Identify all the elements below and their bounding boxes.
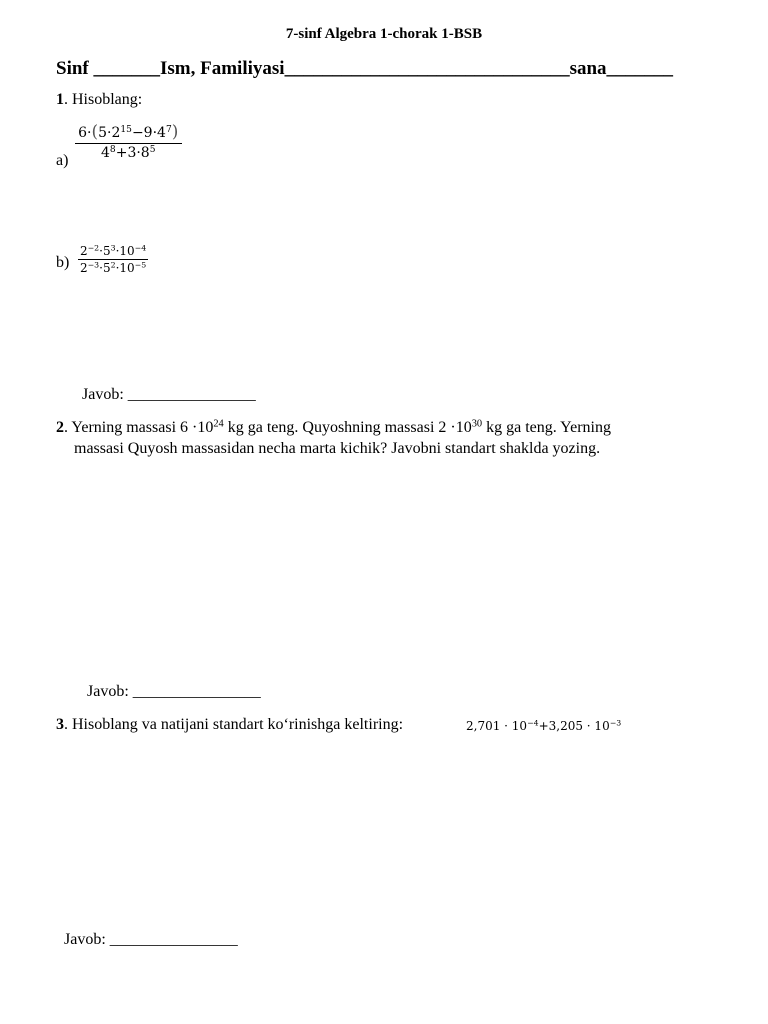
- answer-blank[interactable]: ________________: [132, 683, 261, 700]
- question-1a-label: a): [56, 152, 69, 169]
- question-1-number: 1: [56, 91, 64, 108]
- answer-label: Javob:: [64, 931, 106, 948]
- question-1b-fraction: [78, 244, 148, 275]
- date-label: sana: [569, 58, 607, 79]
- question-3-expression: $2,701 \cdot 10^{-4}+3,205 \cdot 10^{-3}$: [466, 718, 622, 733]
- class-label: Sinf: [56, 58, 89, 79]
- question-2-text: 2. Yerning massasi $6 \cdot 10^{24}$ kg ga teng. Quyoshning massasi $2 \cdot 10^{30}$ kg ga teng. Yerning massasi Quyosh massasidan necha marta kichik? Javobni standart shaklda yozing.: [56, 417, 716, 459]
- answer-label: Javob:: [87, 683, 129, 700]
- question-3-text: 3. Hisoblang va natijani standart ko‘rinishga keltiring:: [56, 716, 404, 733]
- answer-blank[interactable]: ________________: [127, 386, 256, 403]
- question-3-number: 3: [56, 716, 64, 733]
- answer-blank[interactable]: ________________: [109, 931, 238, 948]
- question-1a-fraction: [75, 122, 182, 161]
- question-1a-denominator: $4^8+3\cdot 8^5$: [75, 143, 182, 161]
- name-label: Ism, Familiyasi: [160, 58, 285, 79]
- question-1b-numerator: $2^{-2}\cdot 5^3\cdot 10^{-4}$: [80, 243, 147, 258]
- worksheet-title: 7-sinf Algebra 1-chorak 1-BSB: [285, 26, 483, 42]
- question-2-answer: [87, 683, 261, 701]
- class-blank[interactable]: _______: [93, 58, 160, 79]
- question-1b-denominator: $2^{-3}\cdot 5^2\cdot 10^{-5}$: [80, 260, 147, 275]
- date-blank[interactable]: _______: [606, 58, 674, 79]
- question-1-heading: [56, 91, 142, 109]
- answer-label: Javob:: [82, 386, 124, 403]
- question-2-line-2: massasi Quyosh massasidan necha marta kichik? Javobni standart shaklda yozing.: [74, 440, 601, 457]
- student-info-line: [56, 58, 673, 80]
- question-2-number: 2: [56, 419, 64, 436]
- question-1a-numerator: $6\cdot(5\cdot 2^{15}-9\cdot 4^7)$: [78, 122, 179, 142]
- question-1b-label: b): [56, 254, 70, 271]
- name-blank[interactable]: ______________________________: [284, 58, 570, 79]
- question-1-answer: [82, 386, 256, 404]
- question-3-answer: [64, 931, 238, 949]
- question-1-text: . Hisoblang:: [64, 91, 143, 108]
